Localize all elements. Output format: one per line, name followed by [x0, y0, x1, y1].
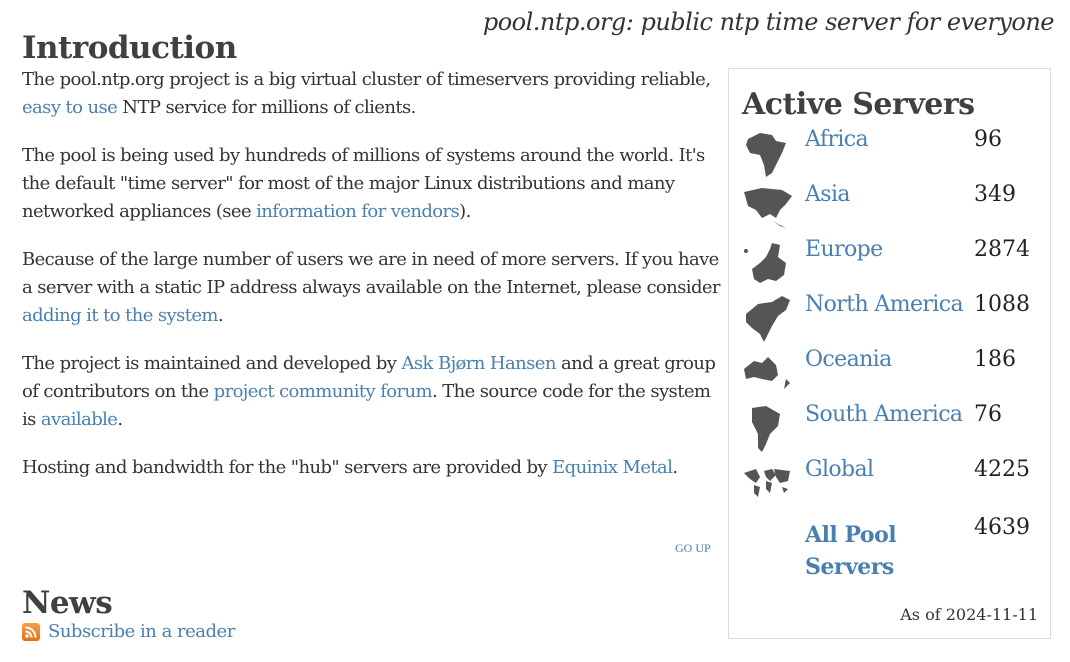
news-heading: News — [22, 585, 113, 621]
subscribe-reader-link[interactable]: Subscribe in a reader — [48, 621, 235, 642]
community-forum-link[interactable]: project community forum — [213, 381, 432, 402]
zone-row-africa — [742, 129, 1042, 184]
zone-count: 96 — [974, 127, 1002, 152]
zone-link-global[interactable]: Global — [805, 457, 874, 482]
vendors-info-link[interactable]: information for vendors — [256, 201, 460, 222]
zone-count: 1088 — [974, 292, 1030, 317]
go-up-link[interactable]: GO UP — [675, 541, 711, 555]
south-america-map-icon — [742, 404, 794, 454]
africa-map-icon — [742, 129, 794, 179]
introduction-heading: Introduction — [22, 30, 237, 66]
intro-paragraph-2: The pool is being used by hundreds of millions of systems around the world. It's the default "time server" for most of the major Linux distributions and many networked appliances (see information for vendors). — [22, 145, 705, 222]
intro-paragraph-1: The pool.ntp.org project is a big virtual cluster of timeservers providing reliable, easy to use NTP service for millions of clients. — [22, 69, 711, 118]
zone-row-north-america — [742, 294, 1042, 349]
zone-row-europe — [742, 239, 1042, 294]
oceania-map-icon — [742, 349, 794, 399]
active-servers-panel — [728, 68, 1051, 639]
europe-map-icon — [742, 239, 794, 289]
source-code-link[interactable]: available — [40, 409, 118, 430]
intro-paragraph-4: The project is maintained and developed by Ask Bjørn Hansen and a great group of contributors on the project community forum. The source code for the system is available. — [22, 353, 716, 430]
zone-count: 4225 — [974, 457, 1030, 482]
active-servers-heading: Active Servers — [742, 87, 975, 122]
zone-link-europe[interactable]: Europe — [805, 237, 883, 262]
zone-row-global — [742, 459, 1042, 514]
introduction-section — [22, 30, 722, 502]
intro-paragraph-5: Hosting and bandwidth for the "hub" servers are provided by Equinix Metal. — [22, 457, 678, 478]
zone-row-oceania — [742, 349, 1042, 404]
zone-link-north-america[interactable]: North America — [805, 292, 963, 317]
site-tagline: pool.ntp.org: public ntp time server for everyone — [482, 8, 1054, 36]
as-of-date: As of 2024-11-11 — [900, 605, 1038, 624]
zone-link-africa[interactable]: Africa — [805, 127, 869, 152]
north-america-map-icon — [742, 294, 794, 344]
zone-link-south-america[interactable]: South America — [805, 402, 963, 427]
zone-row-south-america — [742, 404, 1042, 459]
ask-bjorn-hansen-link[interactable]: Ask Bjørn Hansen — [401, 353, 556, 374]
zone-count: 76 — [974, 402, 1002, 427]
all-pool-count: 4639 — [974, 515, 1030, 540]
world-map-icon — [742, 459, 794, 509]
equinix-metal-link[interactable]: Equinix Metal — [552, 457, 673, 478]
zone-link-asia[interactable]: Asia — [805, 182, 850, 207]
zone-row-asia — [742, 184, 1042, 239]
zone-count: 186 — [974, 347, 1016, 372]
add-server-link[interactable]: adding it to the system — [22, 305, 218, 326]
asia-map-icon — [742, 184, 794, 234]
zone-link-oceania[interactable]: Oceania — [805, 347, 892, 372]
news-section — [22, 585, 235, 642]
all-pool-servers-link[interactable]: All Pool Servers — [805, 522, 897, 580]
zone-count: 2874 — [974, 237, 1030, 262]
easy-to-use-link[interactable]: easy to use — [22, 97, 118, 118]
intro-paragraph-3: Because of the large number of users we are in need of more servers. If you have a server with a static IP address always available on the Internet, please consider adding it to the system. — [22, 249, 720, 326]
rss-icon[interactable] — [22, 623, 40, 641]
zone-count: 349 — [974, 182, 1016, 207]
